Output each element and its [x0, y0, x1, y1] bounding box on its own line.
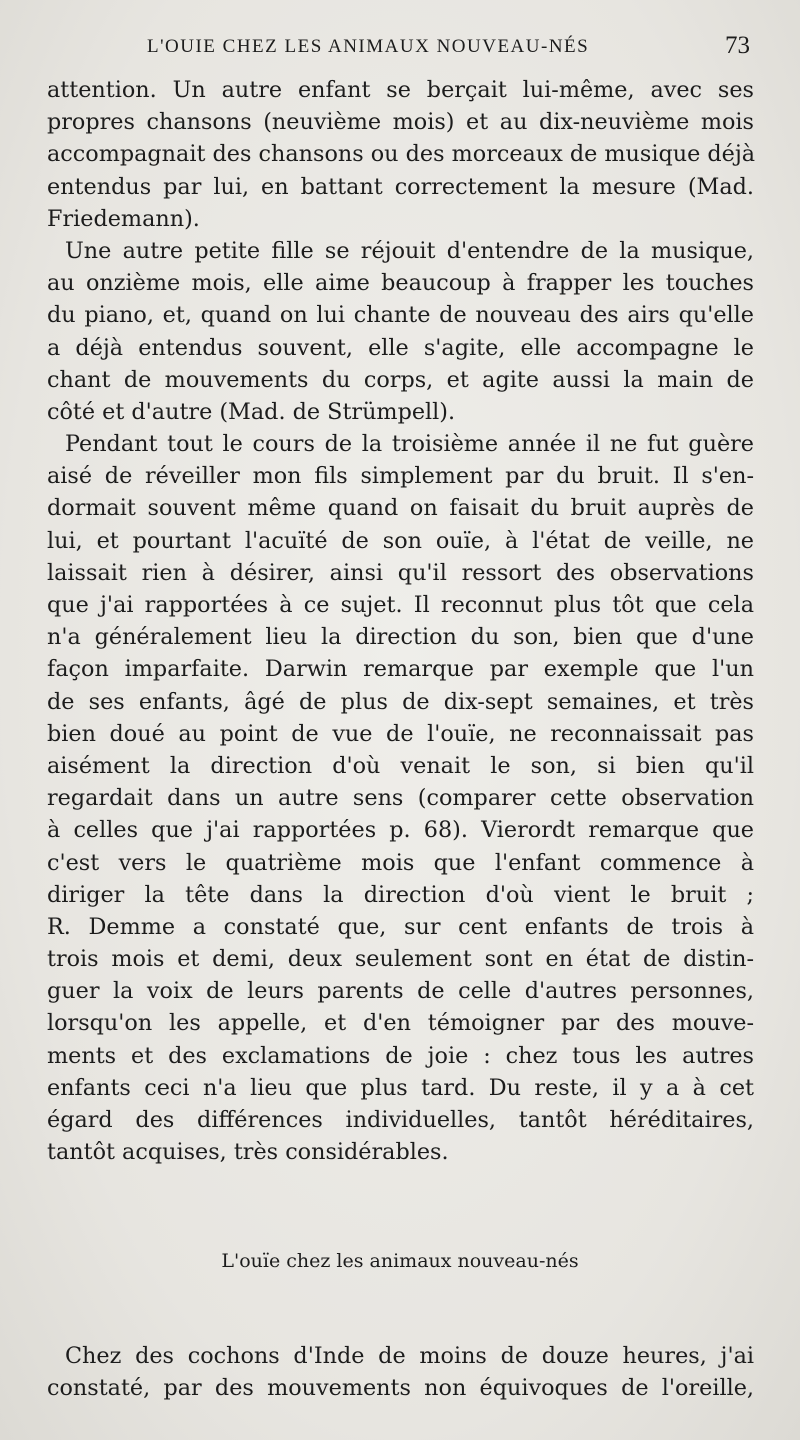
text-line: que j'ai rapportées à ce sujet. Il reconnut plus tôt que cela — [47, 592, 754, 618]
text-line: accompagnait des chansons ou des morceaux de musique déjà — [47, 141, 756, 168]
text-line: façon imparfaite. Darwin remarque par exemple que l'un — [47, 656, 754, 683]
text-line: Une autre petite fille se réjouit d'entendre de la musique, — [65, 237, 754, 264]
text-line: laissait rien à désirer, ainsi qu'il ressort des observations — [47, 559, 754, 586]
text-line: côté et d'autre (Mad. de Strümpell). — [47, 398, 456, 425]
text-line: attention. Un autre enfant se berçait lui-même, avec ses — [47, 77, 754, 103]
text-line: aisé de réveiller mon fils simplement par du bruit. Il s'en- — [47, 463, 754, 490]
text-line: enfants ceci n'a lieu que plus tard. Du reste, il y a à cet — [47, 1074, 754, 1101]
text-line: regardait dans un autre sens (comparer cette observation — [47, 785, 754, 812]
text-line: lui, et pourtant l'acuïté de son ouïe, à l'état de veille, ne — [47, 527, 754, 554]
text-line: c'est vers le quatrième mois que l'enfant commence à — [47, 849, 754, 876]
running-head — [47, 28, 754, 64]
text-line: a déjà entendus souvent, elle s'agite, elle accompagne le — [47, 334, 754, 361]
running-title: L'OUIE CHEZ LES ANIMAUX NOUVEAU-NÉS — [147, 36, 590, 57]
text-line: lorsqu'on les appelle, et d'en témoigner par des mouve- — [47, 1010, 754, 1037]
text-line: égard des différences individuelles, tantôt héréditaires, — [47, 1107, 754, 1133]
text-line: Friedemann). — [47, 205, 200, 232]
text-line: diriger la tête dans la direction d'où vient le bruit ; — [47, 881, 754, 908]
text-line: constaté, par des mouvements non équivoques de l'oreille, — [47, 1375, 754, 1402]
text-line: entendus par lui, en battant correctement la mesure (Mad. — [47, 173, 754, 200]
text-line: n'a généralement lieu la direction du son, bien que d'une — [47, 624, 754, 651]
text-line: propres chansons (neuvième mois) et au dix-neuvième mois — [47, 109, 754, 136]
text-line: R. Demme a constaté que, sur cent enfants de trois à — [47, 913, 754, 940]
text-line: de ses enfants, âgé de plus de dix-sept semaines, et très — [47, 688, 754, 715]
text-line: au onzième mois, elle aime beaucoup à frapper les touches — [47, 270, 754, 297]
text-line: ments et des exclamations de joie : chez tous les autres — [47, 1042, 754, 1069]
text-line: du piano, et, quand on lui chante de nouveau des airs qu'elle — [47, 302, 754, 329]
text-line: Chez des cochons d'Inde de moins de douze heures, j'ai — [65, 1343, 754, 1369]
page-number: 73 — [725, 32, 750, 59]
text-line: chant de mouvements du corps, et agite aussi la main de — [47, 366, 754, 393]
body-text — [47, 74, 754, 1168]
text-line: dormait souvent même quand on faisait du bruit auprès de — [47, 495, 754, 522]
text-line: Pendant tout le cours de la troisième année il ne fut guère — [65, 431, 754, 458]
section-title: L'ouïe chez les animaux nouveau-nés — [221, 1250, 579, 1272]
text-line: tantôt acquises, très considérables. — [47, 1139, 449, 1166]
text-line: bien doué au point de vue de l'ouïe, ne reconnaissait pas — [47, 720, 754, 747]
text-line: guer la voix de leurs parents de celle d'autres personnes, — [47, 978, 754, 1005]
text-line: aisément la direction d'où venait le son, si bien qu'il — [47, 752, 754, 779]
text-line: trois mois et demi, deux seulement sont en état de distin- — [47, 946, 754, 973]
section-text — [47, 1340, 754, 1404]
text-line: à celles que j'ai rapportées p. 68). Vierordt remarque que — [47, 817, 754, 844]
